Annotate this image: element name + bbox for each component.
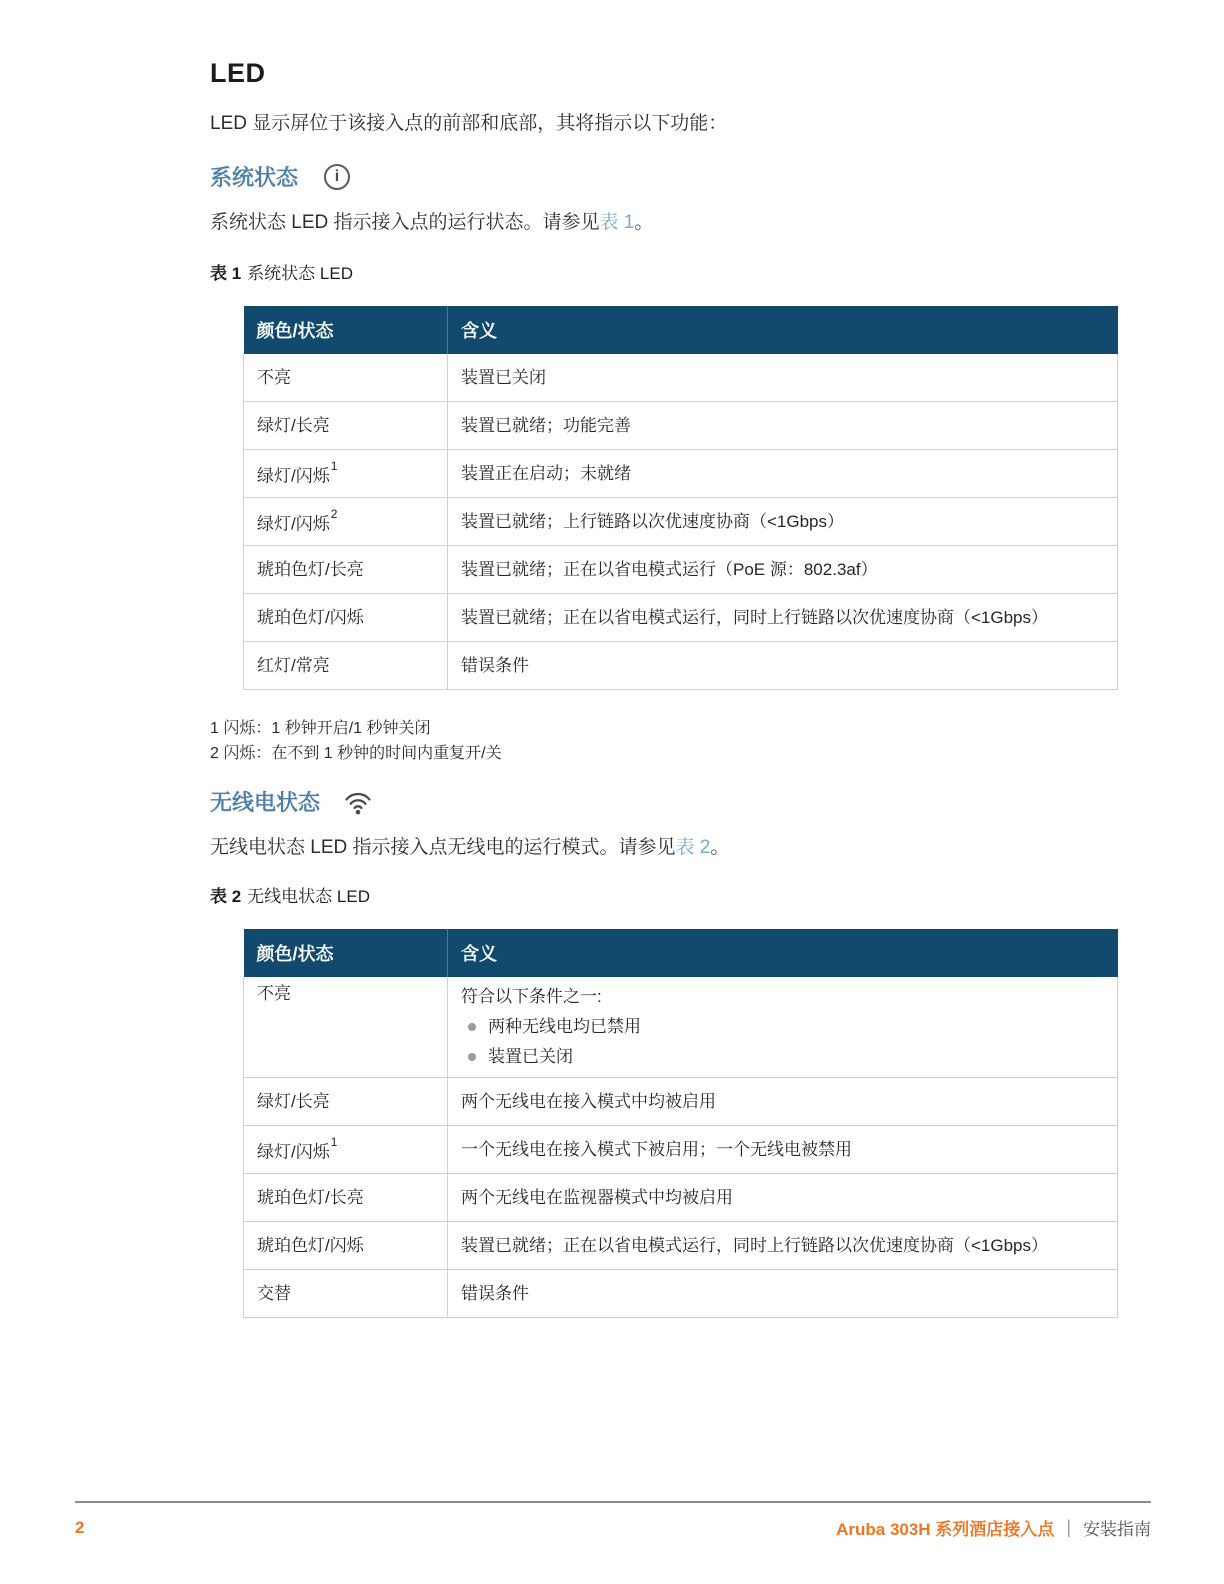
section-radio-status-header [210, 786, 1122, 817]
radio-status-table [243, 929, 1118, 1318]
radio-status-body [210, 834, 1122, 861]
conditions-list [461, 1012, 1107, 1072]
led-color-cell: 绿灯/闪烁$^1$ [244, 1126, 448, 1174]
body-text-post: 。 [634, 212, 654, 233]
table-header-row [244, 306, 1118, 354]
info-icon [324, 164, 350, 190]
footer-divider [75, 1501, 1151, 1503]
column-header-color: 颜色/状态 [244, 306, 448, 354]
led-color-cell: 交替 [244, 1270, 448, 1318]
led-color-cell: 绿灯/闪烁$^2$ [244, 498, 448, 546]
led-meaning-cell: 两个无线电在监视器模式中均被启用 [448, 1174, 1118, 1222]
led-meaning-cell: 两个无线电在接入模式中均被启用 [448, 1078, 1118, 1126]
table-row [244, 1222, 1118, 1270]
radio-status-heading: 无线电状态 [210, 790, 321, 815]
led-color-cell: 绿灯/闪烁$^1$ [244, 450, 448, 498]
led-meaning-cell: 装置已就绪；正在以省电模式运行，同时上行链路以次优速度协商（<1Gbps） [448, 594, 1118, 642]
table2-caption-label: 表 2 [210, 887, 242, 906]
body-text: 无线电状态 LED 指示接入点无线电的运行模式。请参见 [210, 837, 676, 858]
led-color-cell: 琥珀色灯/闪烁 [244, 594, 448, 642]
table-row [244, 1126, 1118, 1174]
led-color-cell: 不亮 [244, 977, 448, 1078]
footnote-line: 2 闪烁：在不到 1 秒钟的时间内重复开/关 [210, 745, 502, 762]
led-color-cell: 琥珀色灯/长亮 [244, 1174, 448, 1222]
led-color-cell: 红灯/常亮 [244, 642, 448, 690]
table2-caption [210, 882, 1122, 907]
page-content [210, 58, 1122, 1318]
column-header-color: 颜色/状态 [244, 929, 448, 977]
section-system-status-header [210, 161, 1122, 192]
table1-caption-label: 表 1 [210, 264, 242, 283]
system-status-table [243, 306, 1118, 690]
footer-title-group [836, 1515, 1151, 1540]
footer-separator: | [1066, 1517, 1071, 1537]
table1-caption [210, 259, 1122, 284]
table-row [244, 1174, 1118, 1222]
table-row [244, 1270, 1118, 1318]
footnote-line: 1 闪烁：1 秒钟开启/1 秒钟关闭 [210, 720, 431, 737]
table1-link[interactable]: 表 1 [599, 212, 635, 233]
wifi-icon [342, 788, 374, 816]
conditions-intro: 符合以下条件之一: [461, 987, 602, 1006]
led-meaning-cell: 错误条件 [448, 1270, 1118, 1318]
footer-doc-subtitle: 安装指南 [1083, 1520, 1151, 1539]
column-header-meaning: 含义 [448, 306, 1118, 354]
body-text-post: 。 [710, 837, 730, 858]
led-meaning-cell [448, 977, 1118, 1078]
table-row [244, 1078, 1118, 1126]
intro-paragraph: LED 显示屏位于该接入点的前部和底部，其将指示以下功能： [210, 113, 728, 134]
body-text: 系统状态 LED 指示接入点的运行状态。请参见 [210, 212, 600, 233]
led-color-cell: 绿灯/长亮 [244, 402, 448, 450]
led-meaning-cell: 装置已就绪；正在以省电模式运行，同时上行链路以次优速度协商（<1Gbps） [448, 1222, 1118, 1270]
led-meaning-cell: 错误条件 [448, 642, 1118, 690]
table-row [244, 402, 1118, 450]
table-row [244, 450, 1118, 498]
table-row [244, 354, 1118, 402]
table-row [244, 498, 1118, 546]
led-color-cell: 绿灯/长亮 [244, 1078, 448, 1126]
footer-doc-title: Aruba 303H 系列酒店接入点 [836, 1520, 1055, 1539]
list-item: 装置已关闭 [461, 1042, 1107, 1072]
table2-caption-text: 无线电状态 LED [247, 887, 370, 906]
led-color-cell: 不亮 [244, 354, 448, 402]
page-number: 2 [75, 1517, 85, 1537]
footnote-marker: 1 [330, 458, 338, 473]
system-status-heading: 系统状态 [210, 165, 299, 190]
table-row [244, 546, 1118, 594]
footnote-marker: 2 [330, 506, 338, 521]
table-row [244, 594, 1118, 642]
system-status-body [210, 209, 1122, 236]
led-meaning-cell: 装置已就绪；正在以省电模式运行（PoE 源：802.3af） [448, 546, 1118, 594]
table-row [244, 642, 1118, 690]
page-footer [75, 1515, 1151, 1540]
table2-link[interactable]: 表 2 [675, 837, 711, 858]
led-color-cell: 琥珀色灯/长亮 [244, 546, 448, 594]
led-color-cell: 琥珀色灯/闪烁 [244, 1222, 448, 1270]
footnote-marker: 1 [330, 1134, 338, 1149]
icon-wrap [324, 164, 350, 190]
led-meaning-cell: 装置已关闭 [448, 354, 1118, 402]
table1-footnotes [210, 716, 1122, 766]
table-header-row [244, 929, 1118, 977]
led-meaning-cell: 装置已就绪；上行链路以次优速度协商（<1Gbps） [448, 498, 1118, 546]
column-header-meaning: 含义 [448, 929, 1118, 977]
table1-caption-text: 系统状态 LED [247, 264, 353, 283]
led-meaning-cell: 一个无线电在接入模式下被启用；一个无线电被禁用 [448, 1126, 1118, 1174]
page-title: LED [210, 58, 266, 88]
led-meaning-cell: 装置正在启动；未就绪 [448, 450, 1118, 498]
table-row [244, 977, 1118, 1078]
list-item: 两种无线电均已禁用 [461, 1012, 1107, 1042]
led-meaning-cell: 装置已就绪；功能完善 [448, 402, 1118, 450]
